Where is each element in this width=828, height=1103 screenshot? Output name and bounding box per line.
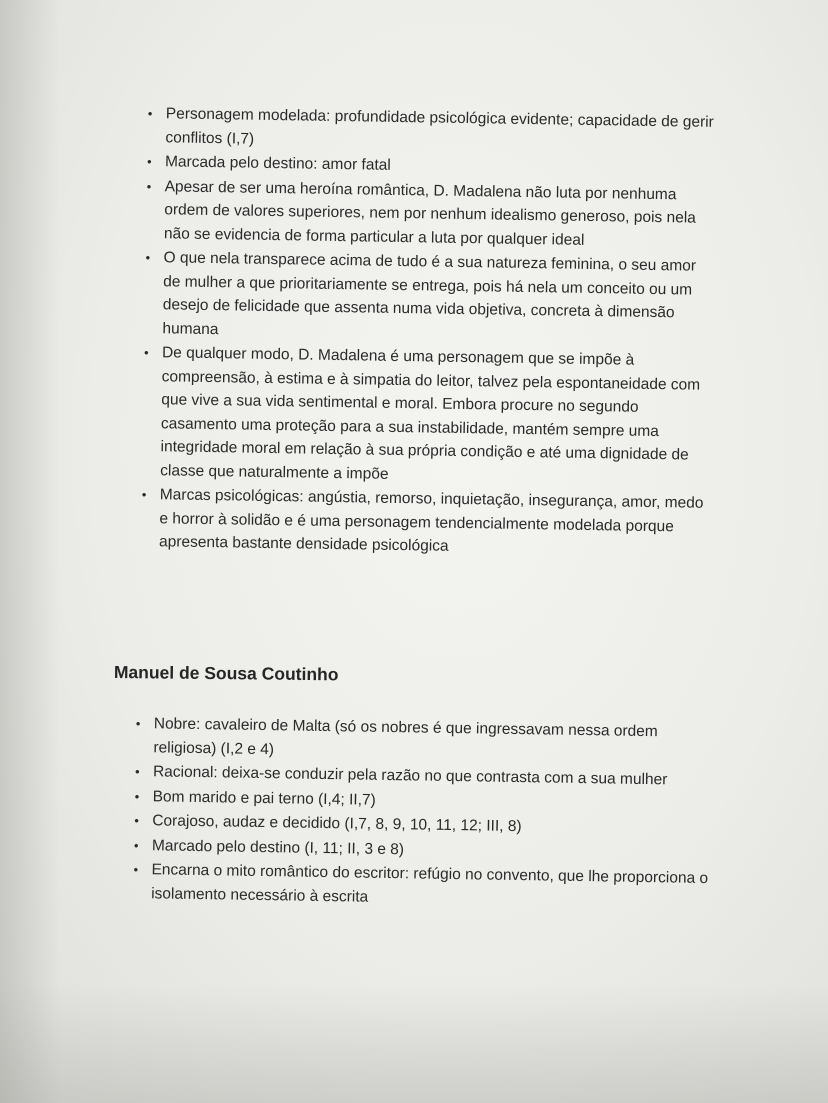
bullet-icon: • — [146, 178, 152, 194]
madalena-traits-list — [141, 102, 718, 562]
list-item-text: Apesar de ser uma heroína romântica, D. Madalena não luta por nenhuma ordem de valores superiores, nem por nenhum idealismo generoso, pois nela não se evidencia de forma particular a luta por qualquer ideal — [163, 177, 696, 249]
list-item-text: Marcada pelo destino: amor fatal — [164, 153, 391, 174]
bullet-icon: • — [135, 715, 141, 732]
list-item — [135, 712, 711, 768]
bullet-icon: • — [133, 837, 139, 853]
manuel-traits-list — [133, 712, 711, 914]
bullet-icon: • — [145, 249, 151, 266]
list-item-text: Encarna o mito romântico do escritor: refúgio no convento, que lhe proporciona o isolamento necessário à escrita — [151, 861, 709, 906]
section-heading: Manuel de Sousa Coutinho — [113, 662, 339, 685]
list-item — [144, 246, 715, 349]
list-item-text: Personagem modelada: profundidade psicológica evidente; capacidade de gerir conflitos (I,7) — [165, 105, 714, 148]
list-item — [142, 341, 714, 491]
list-item-text: De qualquer modo, D. Madalena é uma personagem que se impõe à compreensão, à estima e à simpatia do leitor, talvez pela espontaneidade com que vive a sua vida sentimental e moral. Embora procure no segundo casamento uma proteção para a sua instabilidade, mantém sempre uma integridade moral em relação à sua própria condição e até uma dignidade de classe que naturalmente a impõe — [160, 344, 701, 483]
list-item — [146, 174, 717, 253]
bullet-icon: • — [134, 788, 140, 804]
list-item — [133, 858, 709, 914]
bullet-icon: • — [133, 861, 139, 878]
madalena-traits-block — [141, 102, 718, 563]
bullet-icon: • — [141, 486, 147, 503]
list-item — [147, 102, 718, 158]
list-item-text: O que nela transparece acima de tudo é a sua natureza feminina, o seu amor de mulher a que prioritariamente se entrega, pois há nela um conceito ou um desejo de felicidade que assenta numa vida objetiva, concreta à dimensão humana — [162, 249, 697, 338]
list-item-text: Corajoso, audaz e decidido (I,7, 8, 9, 10, 11, 12; III, 8) — [152, 812, 522, 836]
list-item-text: Bom marido e pai terno (I,4; II,7) — [152, 787, 376, 809]
list-item-text: Marcas psicológicas: angústia, remorso, inquietação, insegurança, amor, medo e horror à solidão e é uma personagem tendencialmente modelada porque apresenta bastante densidade psicológica — [158, 486, 704, 555]
list-item — [141, 483, 712, 562]
manuel-traits-block — [133, 712, 711, 915]
bullet-icon: • — [134, 812, 139, 829]
bullet-icon: • — [134, 763, 140, 780]
bullet-icon: • — [143, 344, 149, 361]
bullet-icon: • — [147, 105, 153, 122]
page-shadow-bottom — [0, 983, 828, 1103]
list-item-text: Marcado pelo destino (I, 11; II, 3 e 8) — [151, 836, 405, 858]
list-item-text: Racional: deixa-se conduzir pela razão no que contrasta com a sua mulher — [152, 763, 668, 789]
bullet-icon: • — [146, 153, 152, 170]
page-shadow-left — [0, 0, 60, 1103]
list-item-text: Nobre: cavaleiro de Malta (só os nobres é que ingressavam nessa ordem religiosa) (I,2 e 4) — [153, 715, 658, 758]
